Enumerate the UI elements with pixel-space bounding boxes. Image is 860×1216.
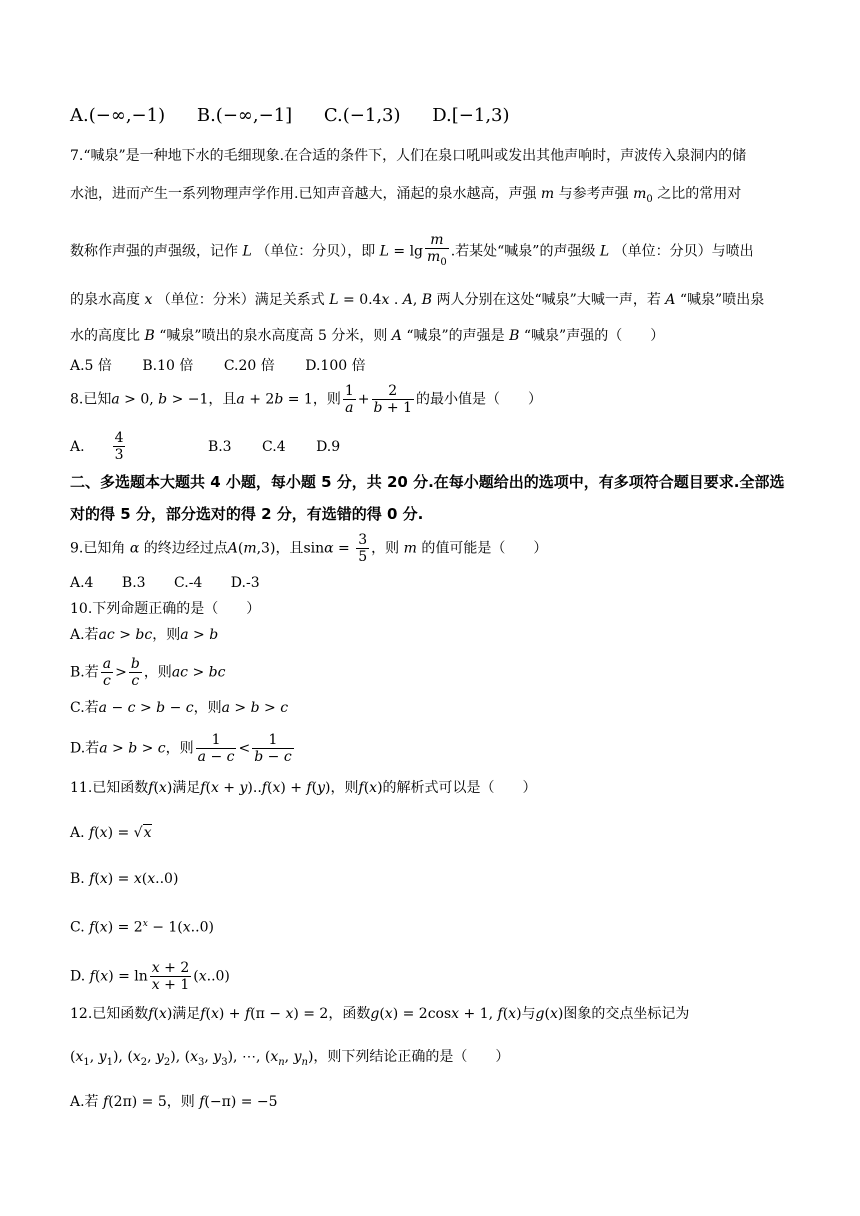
q9-options: [70, 573, 284, 593]
q8-stem: 8.已知a > 0, b > −1，且a + 2b = 1，则 $\frac{1}{a}$ + $\frac{2}{b + 1}$ 的最小值是（ ）: [70, 383, 543, 416]
q9-option-a: A.4: [70, 575, 94, 591]
q7-option-b: B.10 倍: [142, 358, 194, 374]
q10-option-c: C.若a − c > b − c，则a > b > c: [70, 700, 289, 716]
q11-option-a: A. f(x) = √x: [70, 825, 152, 841]
q10-option-b: B.若 $\frac{a}{c}$ > $\frac{b}{c}$ ，则ac > bc: [70, 656, 226, 689]
q9-option-d: D.-3: [230, 575, 260, 591]
q7-fraction: $\frac{m}{m_0}$: [427, 232, 447, 268]
q6-option-c: C.(−1,3): [323, 105, 401, 126]
q7-option-d: D.100 倍: [305, 358, 366, 374]
q10-stem: 10.下列命题正确的是（ ）: [70, 601, 261, 617]
q12-option-a: A.若 f(2π) = 5，则 f(−π) = −5: [70, 1094, 278, 1110]
q6-option-b: B.(−∞,−1]: [196, 105, 293, 126]
q6-option-a: A.(−∞,−1): [70, 105, 166, 126]
q11-option-d: D. f(x) = ln $\frac{x + 2}{x + 1}$ (x..0): [70, 960, 230, 993]
q9-stem: 9.已知角 α 的终边经过点A(m,3)，且sinα = $\frac{3}{5}$ ，则 m 的值可能是（ ）: [70, 532, 548, 565]
q7-line-1: 7.“喊泉”是一种地下水的毛细现象.在合适的条件下，人们在泉口吼叫或发出其他声响时，声波传入泉洞内的储: [70, 148, 747, 164]
q12-stem-line-2: ($x_1$, $y_1$), ($x_2$, $y_2$), ($x_3$, $y_3$), ⋯, ($x_n$, $y_n$)，则下列结论正确的是（ ）: [70, 1049, 510, 1068]
q9-option-b: B.3: [121, 575, 146, 591]
q7-option-a: A.5 倍: [70, 358, 112, 374]
q12-stem: 12.已知函数f(x)满足f(x) + f(π − x) = 2，函数g(x) = 2cosx + 1, f(x)与g(x)图象的交点坐标记为: [70, 1006, 690, 1022]
q11-stem: 11.已知函数f(x)满足f(x + y)..f(x) + f(y)，则f(x)的解析式可以是（ ）: [70, 780, 537, 796]
q10-option-d: D.若a > b > c，则 $\frac{1}{a - c}$ < $\frac{1}{b - c}$: [70, 732, 292, 765]
q7-option-c: C.20 倍: [223, 358, 275, 374]
q7-options: [70, 356, 392, 376]
q7-line-2: 水池，进而产生一系列物理声学作用.已知声音越大，涌起的泉水越高，声强 m 与参考声强 $m_0$ 之比的常用对: [70, 186, 742, 205]
q11-option-b: B. f(x) = x(x..0): [70, 871, 179, 887]
q10-option-a: A.若ac > bc，则a > b: [70, 627, 219, 643]
q6-options: [70, 106, 536, 126]
q6-option-d: D.[−1,3): [432, 105, 510, 126]
q8-option-c: C.4: [262, 438, 286, 455]
q8-option-b: B.3: [207, 438, 232, 455]
q7-line-4: 的泉水高度 x （单位：分米）满足关系式 L = 0.4x . A, B 两人分别在这处“喊泉”大喊一声，若 A “喊泉”喷出泉: [70, 292, 765, 308]
q8-option-d: D.9: [316, 438, 341, 455]
section-2-heading: 二、多选题本大题共 4 小题，每小题 5 分，共 20 分.在每小题给出的选项中，有多项符合题目要求.全部选对的得 5 分，部分选对的得 2 分，有选错的得 0 分.: [70, 473, 785, 523]
q8-option-a: A. $\frac{4}{3}$: [70, 430, 124, 463]
q7-line-5: 水的高度比 B “喊泉”喷出的泉水高度高 5 分米，则 A “喊泉”的声强是 B “喊泉”声强的（ ）: [70, 328, 665, 344]
q8-options: [70, 430, 366, 463]
q9-option-c: C.-4: [174, 575, 203, 591]
q7-line-3: 数称作声强的声强级，记作 L （单位：分贝），即 L = lg $\frac{m}{m_0}$ .若某处“喊泉”的声强级 L （单位：分贝）与喷出: [70, 232, 754, 271]
q11-option-c: C. $f(x) = 2^x - 1(x..0)$: [70, 919, 214, 936]
